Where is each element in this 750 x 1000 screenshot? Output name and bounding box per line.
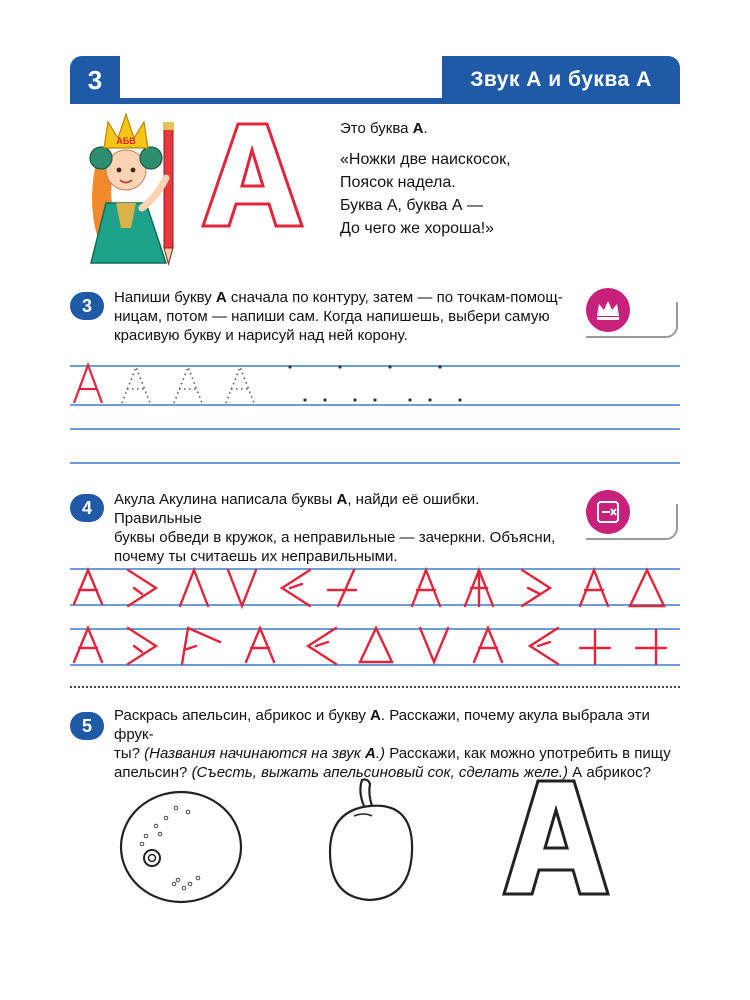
task-5-instructions: Раскрась апельсин, абрикос и букву А. Расскажи, почему акула выбрала эти фрук- ты? (Названия начинаются на звук А.) Расскажи, как можно употребить в пищу апельсин? (Съесть, выжать апельсиновый сок, сделать желе.) А абрикос? xyxy=(114,707,671,781)
princess-illustration xyxy=(76,108,186,273)
task-number-3: 3 xyxy=(70,292,104,320)
poem-line: Буква А, буква А — xyxy=(340,197,483,214)
big-letter-a-outline xyxy=(200,120,305,230)
tracing-letters xyxy=(70,355,680,415)
orange-outline xyxy=(116,788,246,906)
answer-hook xyxy=(586,504,678,540)
apricot-outline xyxy=(324,776,419,904)
crown-letters: АБВ xyxy=(116,136,136,146)
poem-line: «Ножки две наискосок, xyxy=(340,151,511,168)
writing-line xyxy=(70,462,680,464)
poem-line: До чего же хороша!» xyxy=(340,220,495,237)
task-4-instructions: Акула Акулина написала буквы А, найди её ошибки. Правильные буквы обведи в кружок, а неправильные — зачеркни. Объясни, почему ты считаешь их неправильными. xyxy=(114,491,556,565)
section-divider xyxy=(70,686,680,688)
task-3-instructions: Напиши букву А сначала по контуру, затем — по точкам-помощ- ницам, потом — напиши сам. Когда напишешь, выбери самую красивую букву и нарисуй над ней корону. xyxy=(114,289,563,344)
task-number-4: 4 xyxy=(70,494,104,522)
poem-line: Поясок надела. xyxy=(340,174,456,191)
shark-letters xyxy=(70,566,680,666)
poem-block xyxy=(340,117,660,240)
writing-line xyxy=(70,428,680,430)
task-number-5: 5 xyxy=(70,712,104,740)
page-number: 3 xyxy=(70,56,120,104)
letter-caption: Это буква А. xyxy=(340,120,428,137)
answer-hook xyxy=(586,302,678,338)
block-letter-a-outline xyxy=(500,778,612,898)
page-title: Звук А и буква А xyxy=(442,56,680,104)
